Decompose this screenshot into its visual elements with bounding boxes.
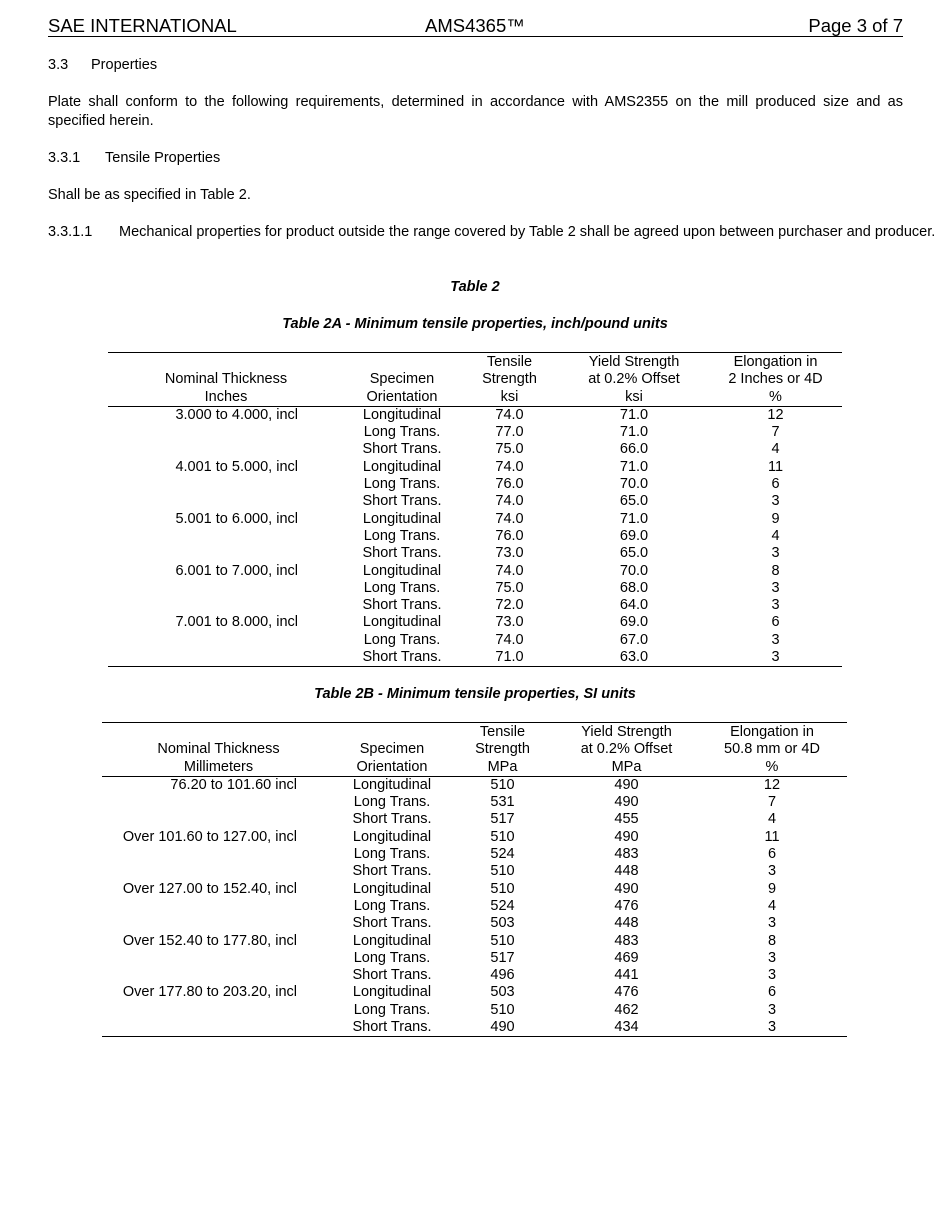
table-row — [102, 1002, 847, 1019]
table-row — [102, 915, 847, 932]
table-2a — [108, 352, 842, 667]
cell-nominal-thickness — [108, 632, 344, 649]
section-title: Properties — [91, 57, 158, 73]
cell-specimen-orientation: Long Trans. — [363, 631, 441, 648]
cell-specimen-orientation: Short Trans. — [335, 1019, 449, 1037]
cell-nominal-thickness — [102, 950, 335, 967]
cell-tensile-strength: 510 — [490, 1001, 515, 1018]
cell-elongation: 3 — [771, 579, 780, 596]
cell-specimen-orientation: Longitudinal — [352, 828, 432, 845]
header-specimen-orientation: Specimen Orientation — [335, 723, 449, 777]
cell-yield-strength: 469 — [614, 949, 639, 966]
cell-nominal-thickness — [102, 794, 335, 811]
table-2b-caption: Table 2B - Minimum tensile properties, SI units — [314, 686, 636, 702]
table-row — [108, 511, 842, 528]
cell-yield-strength: 70.0 — [619, 562, 649, 579]
cell-nominal-thickness — [108, 493, 344, 510]
cell-specimen-orientation: Longitudinal — [352, 776, 432, 793]
table-row — [102, 794, 847, 811]
header-organization: SAE INTERNATIONAL — [48, 15, 237, 36]
cell-elongation: 4 — [771, 441, 780, 458]
cell-yield-strength: 490 — [614, 776, 639, 793]
table-row — [102, 984, 847, 1001]
cell-nominal-thickness — [108, 649, 344, 667]
table-row — [102, 967, 847, 984]
cell-elongation: 4 — [767, 811, 777, 828]
header-yield-strength: Yield Strength at 0.2% Offset ksi — [559, 353, 709, 407]
cell-elongation: 8 — [771, 562, 780, 579]
table-row — [102, 811, 847, 828]
cell-elongation: 9 — [767, 880, 777, 897]
cell-specimen-orientation: Long Trans. — [363, 476, 441, 493]
cell-elongation: 6 — [771, 614, 780, 631]
cell-elongation: 7 — [767, 794, 777, 811]
table-2b-body — [102, 776, 847, 1036]
cell-specimen-orientation: Longitudinal — [362, 614, 442, 631]
cell-tensile-strength: 517 — [490, 949, 515, 966]
cell-nominal-thickness — [102, 846, 335, 863]
cell-tensile-strength: 503 — [490, 984, 515, 1001]
cell-yield-strength: 64.0 — [619, 597, 649, 614]
cell-elongation: 9 — [771, 510, 780, 527]
cell-tensile-strength: 496 — [490, 967, 515, 984]
cell-specimen-orientation: Short Trans. — [352, 967, 432, 984]
cell-tensile-strength: 76.0 — [495, 527, 524, 544]
section-number: 3.3 — [48, 57, 69, 73]
cell-tensile-strength: 74.0 — [495, 631, 524, 648]
table-row — [108, 563, 842, 580]
cell-specimen-orientation: Short Trans. — [352, 915, 432, 932]
cell-tensile-strength: 77.0 — [495, 424, 524, 441]
cell-specimen-orientation: Longitudinal — [362, 406, 442, 423]
section-3-3-1-heading — [48, 149, 903, 168]
cell-nominal-thickness: 3.000 to 4.000, incl — [175, 406, 298, 423]
cell-nominal-thickness — [108, 597, 344, 614]
cell-yield-strength: 434 — [556, 1019, 697, 1037]
cell-specimen-orientation: Longitudinal — [352, 984, 432, 1001]
cell-nominal-thickness — [102, 1002, 335, 1019]
table-row — [108, 493, 842, 510]
cell-yield-strength: 490 — [614, 828, 639, 845]
table-row — [108, 545, 842, 562]
cell-tensile-strength: 76.0 — [495, 476, 524, 493]
table-row — [102, 898, 847, 915]
cell-nominal-thickness — [108, 580, 344, 597]
cell-tensile-strength: 510 — [490, 880, 515, 897]
table-row — [108, 476, 842, 493]
cell-tensile-strength: 517 — [490, 811, 515, 828]
cell-tensile-strength: 74.0 — [495, 458, 524, 475]
cell-specimen-orientation: Long Trans. — [363, 579, 441, 596]
cell-yield-strength: 65.0 — [619, 493, 649, 510]
table-row — [108, 441, 842, 458]
cell-nominal-thickness: Over 152.40 to 177.80, incl — [122, 932, 297, 949]
cell-elongation: 4 — [767, 897, 777, 914]
cell-tensile-strength: 75.0 — [495, 579, 524, 596]
cell-specimen-orientation: Long Trans. — [353, 794, 431, 811]
cell-specimen-orientation: Long Trans. — [363, 527, 441, 544]
cell-tensile-strength: 510 — [490, 932, 515, 949]
section-3-3-heading — [48, 56, 903, 75]
table-row — [102, 776, 847, 794]
header-elongation: Elongation in 2 Inches or 4D % — [709, 353, 842, 407]
table-row — [108, 424, 842, 441]
table-row — [102, 829, 847, 846]
cell-elongation: 6 — [767, 984, 777, 1001]
table-row — [108, 632, 842, 649]
cell-elongation: 3 — [771, 597, 780, 614]
cell-tensile-strength: 74.0 — [495, 406, 524, 423]
cell-nominal-thickness: Over 177.80 to 203.20, incl — [122, 984, 297, 1001]
cell-tensile-strength: 75.0 — [495, 441, 524, 458]
section-number: 3.3.1.1 — [48, 224, 93, 240]
cell-elongation: 3 — [771, 545, 780, 562]
cell-elongation: 4 — [771, 527, 780, 544]
cell-elongation: 6 — [767, 846, 777, 863]
cell-nominal-thickness: 4.001 to 5.000, incl — [175, 458, 298, 475]
cell-tensile-strength: 524 — [490, 897, 515, 914]
paragraph-text: Mechanical properties for product outside the range covered by Table 2 shall be agreed upon between purchaser and producer. — [119, 224, 936, 240]
cell-nominal-thickness — [102, 915, 335, 932]
section-title: Tensile Properties — [105, 150, 221, 166]
cell-elongation: 3 — [767, 863, 777, 880]
cell-nominal-thickness: 76.20 to 101.60 incl — [170, 776, 297, 793]
cell-tensile-strength: 74.0 — [495, 493, 524, 510]
cell-specimen-orientation: Long Trans. — [353, 846, 431, 863]
page-header — [48, 14, 903, 37]
cell-specimen-orientation: Long Trans. — [363, 424, 441, 441]
cell-tensile-strength: 74.0 — [495, 562, 524, 579]
cell-yield-strength: 69.0 — [619, 614, 649, 631]
cell-yield-strength: 483 — [614, 932, 639, 949]
cell-yield-strength: 455 — [614, 811, 639, 828]
table-row — [102, 950, 847, 967]
table-row — [108, 614, 842, 631]
cell-elongation: 11 — [764, 828, 780, 845]
cell-specimen-orientation: Long Trans. — [353, 949, 431, 966]
cell-specimen-orientation: Short Trans. — [362, 441, 442, 458]
cell-nominal-thickness — [102, 1019, 335, 1037]
cell-elongation: 3 — [767, 1001, 777, 1018]
cell-yield-strength: 71.0 — [619, 458, 649, 475]
cell-tensile-strength: 72.0 — [495, 597, 524, 614]
table-row — [102, 881, 847, 898]
cell-specimen-orientation: Short Trans. — [362, 545, 442, 562]
cell-elongation: 3 — [771, 631, 780, 648]
cell-tensile-strength: 510 — [490, 828, 515, 845]
cell-nominal-thickness: Over 127.00 to 152.40, incl — [122, 880, 297, 897]
cell-yield-strength: 67.0 — [619, 631, 649, 648]
cell-yield-strength: 70.0 — [619, 476, 649, 493]
header-specimen-orientation: Specimen Orientation — [344, 353, 460, 407]
cell-elongation: 3 — [709, 649, 842, 667]
table-header-row — [108, 353, 842, 407]
cell-tensile-strength: 503 — [490, 915, 515, 932]
table-row — [108, 528, 842, 545]
cell-tensile-strength: 73.0 — [495, 614, 524, 631]
table-row — [102, 846, 847, 863]
header-page-number: Page 3 of 7 — [808, 15, 903, 36]
cell-elongation: 3 — [767, 949, 777, 966]
table-row — [108, 649, 842, 667]
cell-tensile-strength: 74.0 — [495, 510, 524, 527]
table-row — [108, 580, 842, 597]
table-2a-caption: Table 2A - Minimum tensile properties, inch/pound units — [282, 316, 668, 332]
header-yield-strength: Yield Strength at 0.2% Offset MPa — [556, 723, 697, 777]
cell-yield-strength: 483 — [614, 846, 639, 863]
cell-yield-strength: 68.0 — [619, 579, 649, 596]
cell-yield-strength: 65.0 — [619, 545, 649, 562]
cell-tensile-strength: 524 — [490, 846, 515, 863]
cell-nominal-thickness: 6.001 to 7.000, incl — [175, 562, 298, 579]
cell-elongation: 6 — [771, 476, 780, 493]
cell-tensile-strength: 510 — [490, 776, 515, 793]
header-document-id: AMS4365™ — [425, 15, 525, 36]
cell-yield-strength: 69.0 — [619, 527, 649, 544]
header-nominal-thickness: Nominal Thickness Millimeters — [102, 723, 335, 777]
cell-tensile-strength: 71.0 — [460, 649, 559, 667]
table-header-row — [102, 723, 847, 777]
cell-specimen-orientation: Short Trans. — [352, 811, 432, 828]
section-number: 3.3.1 — [48, 150, 81, 166]
cell-yield-strength: 476 — [614, 897, 639, 914]
cell-specimen-orientation: Longitudinal — [362, 510, 442, 527]
table-2-title: Table 2 — [450, 279, 500, 295]
cell-yield-strength: 71.0 — [619, 424, 649, 441]
cell-specimen-orientation: Short Trans. — [344, 649, 460, 667]
cell-yield-strength: 441 — [614, 967, 639, 984]
table-row — [102, 863, 847, 880]
cell-nominal-thickness — [108, 424, 344, 441]
cell-nominal-thickness — [102, 898, 335, 915]
cell-nominal-thickness — [108, 528, 344, 545]
cell-specimen-orientation: Short Trans. — [362, 493, 442, 510]
cell-nominal-thickness — [108, 476, 344, 493]
cell-elongation: 12 — [767, 406, 784, 423]
section-3-3-1-paragraph: Shall be as specified in Table 2. — [48, 187, 251, 203]
cell-specimen-orientation: Longitudinal — [352, 932, 432, 949]
cell-specimen-orientation: Longitudinal — [362, 562, 442, 579]
cell-yield-strength: 462 — [614, 1001, 639, 1018]
cell-elongation: 3 — [767, 967, 777, 984]
header-tensile-strength: Tensile Strength ksi — [460, 353, 559, 407]
cell-yield-strength: 476 — [614, 984, 639, 1001]
cell-specimen-orientation: Short Trans. — [362, 597, 442, 614]
cell-yield-strength: 71.0 — [619, 510, 649, 527]
cell-nominal-thickness — [102, 811, 335, 828]
table-row — [102, 933, 847, 950]
cell-tensile-strength: 531 — [490, 794, 515, 811]
header-tensile-strength: Tensile Strength MPa — [449, 723, 556, 777]
table-row — [108, 459, 842, 476]
cell-elongation: 12 — [763, 776, 781, 793]
cell-yield-strength: 490 — [614, 880, 639, 897]
cell-tensile-strength: 73.0 — [495, 545, 524, 562]
cell-nominal-thickness — [108, 441, 344, 458]
cell-specimen-orientation: Long Trans. — [353, 1001, 431, 1018]
header-elongation: Elongation in 50.8 mm or 4D % — [697, 723, 847, 777]
cell-tensile-strength: 510 — [490, 863, 515, 880]
cell-elongation: 3 — [767, 915, 777, 932]
cell-specimen-orientation: Short Trans. — [352, 863, 432, 880]
table-row — [102, 1019, 847, 1037]
cell-elongation: 7 — [771, 424, 780, 441]
cell-specimen-orientation: Longitudinal — [352, 880, 432, 897]
cell-yield-strength: 448 — [614, 915, 639, 932]
cell-yield-strength: 448 — [614, 863, 639, 880]
cell-elongation: 3 — [697, 1019, 847, 1037]
cell-elongation: 11 — [767, 458, 784, 475]
cell-yield-strength: 490 — [614, 794, 639, 811]
cell-elongation: 3 — [771, 493, 780, 510]
cell-yield-strength: 71.0 — [619, 406, 649, 423]
cell-tensile-strength: 490 — [449, 1019, 556, 1037]
cell-nominal-thickness — [102, 967, 335, 984]
table-row — [108, 597, 842, 614]
cell-nominal-thickness: Over 101.60 to 127.00, incl — [122, 828, 297, 845]
cell-nominal-thickness: 5.001 to 6.000, incl — [175, 510, 298, 527]
cell-nominal-thickness — [108, 545, 344, 562]
cell-elongation: 8 — [767, 932, 777, 949]
cell-yield-strength: 66.0 — [619, 441, 649, 458]
table-2a-body — [108, 406, 842, 666]
cell-nominal-thickness: 7.001 to 8.000, incl — [175, 614, 298, 631]
cell-specimen-orientation: Long Trans. — [353, 897, 431, 914]
cell-yield-strength: 63.0 — [559, 649, 709, 667]
table-2b — [102, 722, 847, 1037]
section-3-3-1-1-paragraph — [48, 223, 950, 242]
cell-nominal-thickness — [102, 863, 335, 880]
cell-specimen-orientation: Longitudinal — [362, 458, 442, 475]
table-row — [108, 406, 842, 424]
header-nominal-thickness: Nominal Thickness Inches — [108, 353, 344, 407]
section-3-3-paragraph: Plate shall conform to the following requirements, determined in accordance with AMS2355 on the mill produced size and as specified herein. — [48, 94, 903, 129]
